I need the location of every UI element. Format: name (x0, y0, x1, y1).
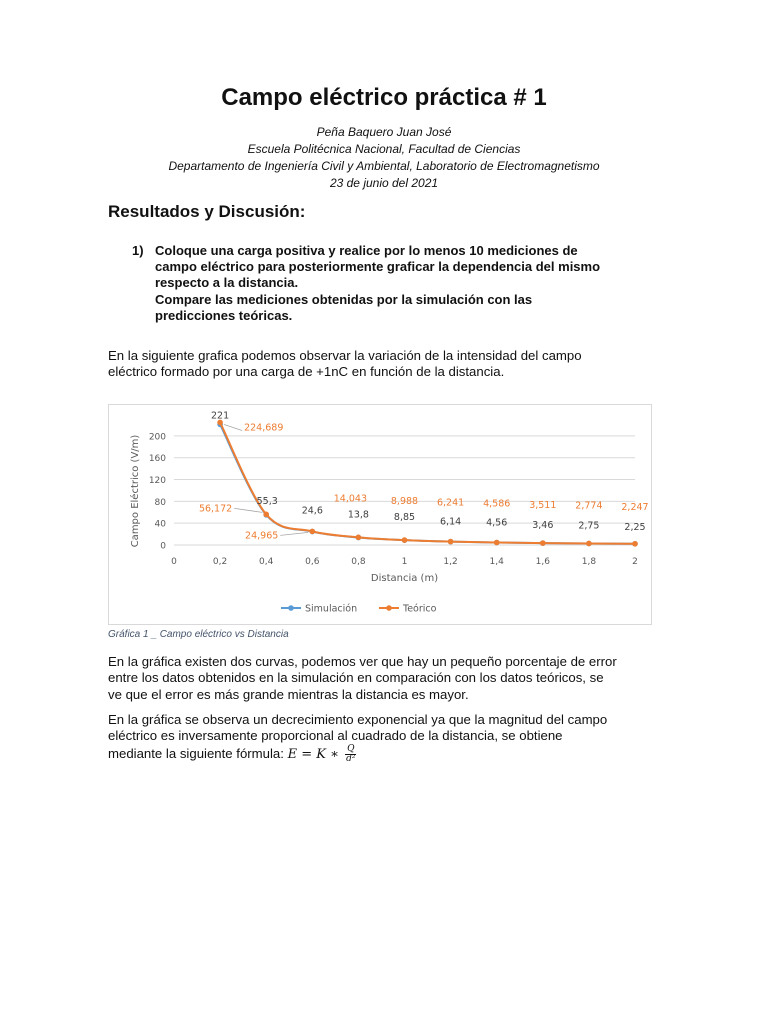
formula-fraction (345, 745, 356, 764)
y-tick-label: 40 (154, 519, 166, 530)
leader-line (224, 424, 242, 430)
data-label: 56,172 (198, 503, 233, 515)
data-point (632, 541, 638, 547)
question-line: predicciones teóricas. (155, 307, 293, 323)
paragraph-line: En la siguiente grafica podemos observar la variación de la intensidad del campo (108, 348, 582, 363)
question-line: Compare las mediciones obtenidas por la simulación con las (155, 291, 533, 307)
formula-intro: mediante la siguiente fórmula: (108, 745, 288, 761)
x-tick-label: 0,2 (212, 557, 228, 567)
formula (287, 743, 357, 764)
figure-caption: Gráfica 1 _ Campo eléctrico vs Distancia (108, 629, 289, 640)
paragraph-line: ve que el error es más grande mientras la distancia es mayor. (108, 686, 469, 702)
question-line: campo eléctrico para posteriormente graficar la dependencia del mismo (155, 259, 601, 275)
document-date: 23 de junio del 2021 (329, 176, 439, 190)
data-label: 24,965 (245, 530, 279, 542)
author-block (0, 124, 768, 192)
data-point (263, 512, 269, 518)
formula-denominator: d² (346, 753, 356, 764)
data-label: 3,46 (532, 520, 554, 532)
leader-line (280, 532, 308, 535)
x-tick-label: 1,4 (489, 557, 504, 567)
author-name: Peña Baquero Juan José (316, 125, 452, 139)
x-tick-label: 1,6 (535, 557, 550, 567)
leader-line (234, 508, 262, 512)
x-tick-label: 1,8 (581, 557, 597, 567)
data-label: 221 (211, 410, 230, 422)
series-line (220, 422, 635, 543)
x-tick-label: 1,2 (443, 557, 458, 567)
formula-numerator: Q (347, 743, 355, 754)
y-tick-label: 160 (148, 454, 166, 465)
question-line: respecto a la distancia. (155, 275, 299, 291)
chart-container (108, 404, 652, 625)
intro-paragraph (108, 348, 668, 381)
data-label: 24,6 (301, 505, 323, 517)
question-number: 1) (132, 243, 144, 258)
data-point (310, 529, 316, 535)
data-point (494, 540, 500, 546)
y-tick-label: 120 (148, 476, 166, 487)
paragraph-line: En la gráfica se observa un decrecimiento exponencial ya que la magnitud del campo (108, 712, 608, 727)
x-tick-label: 0,4 (259, 557, 274, 567)
data-point (402, 537, 408, 543)
data-label: 3,511 (529, 500, 557, 512)
y-axis-title: Campo Eléctrico (V/m) (130, 434, 141, 548)
legend-marker (386, 605, 392, 611)
data-label: 2,774 (575, 500, 603, 512)
paragraph-line: entre los datos obtenidos en la simulación en comparación con los datos teóricos, se (108, 670, 604, 686)
data-label: 55,3 (256, 495, 278, 507)
x-tick-label: 0,6 (305, 557, 320, 567)
legend-label: Simulación (305, 603, 358, 615)
discussion-paragraph-2 (108, 712, 668, 764)
data-point (356, 535, 362, 541)
paragraph-line: eléctrico es inversamente proporcional al cuadrado de la distancia, se obtiene (108, 728, 563, 744)
author-department: Departamento de Ingeniería Civil y Ambiental, Laboratorio de Electromagnetismo (168, 159, 600, 173)
author-school: Escuela Politécnica Nacional, Facultad de Ciencias (247, 142, 521, 156)
x-tick-label: 1 (401, 557, 408, 567)
formula-left: E = K ∗ (287, 746, 344, 762)
data-label: 6,14 (440, 516, 462, 528)
line-chart (109, 405, 653, 626)
data-label: 2,25 (624, 521, 646, 533)
data-label: 4,56 (486, 517, 508, 529)
paragraph-line: eléctrico formado por una carga de +1nC en función de la distancia. (108, 364, 505, 380)
x-tick-label: 0 (171, 557, 177, 567)
data-label: 6,241 (436, 497, 465, 509)
question-text (155, 243, 635, 324)
data-point (540, 540, 546, 546)
y-tick-label: 80 (154, 497, 166, 508)
data-point (448, 539, 454, 545)
y-tick-label: 200 (148, 432, 166, 443)
legend-label: Teórico (403, 603, 437, 615)
data-label: 8,988 (390, 496, 419, 508)
data-label: 2,247 (621, 501, 649, 513)
discussion-paragraph-1 (108, 654, 668, 703)
page-title: Campo eléctrico práctica # 1 (221, 84, 547, 111)
data-label: 14,043 (333, 493, 368, 505)
paragraph-line: En la gráfica existen dos curvas, podemos ver que hay un pequeño porcentaje de error (108, 654, 617, 669)
data-point (586, 541, 592, 547)
section-heading: Resultados y Discusión: (108, 202, 306, 221)
data-label: 13,8 (347, 509, 369, 521)
x-tick-label: 0,8 (351, 557, 366, 567)
data-label: 2,75 (578, 520, 600, 532)
data-label: 224,689 (244, 422, 284, 434)
paragraph-line-formula (108, 745, 668, 764)
y-tick-label: 0 (160, 541, 166, 552)
question-line: Coloque una carga positiva y realice por lo menos 10 mediciones de (155, 243, 578, 258)
data-label: 8,85 (393, 512, 416, 524)
legend-marker (288, 605, 294, 611)
x-axis-title: Distancia (m) (370, 573, 439, 584)
x-tick-label: 2 (632, 557, 638, 567)
data-label: 4,586 (483, 498, 511, 510)
